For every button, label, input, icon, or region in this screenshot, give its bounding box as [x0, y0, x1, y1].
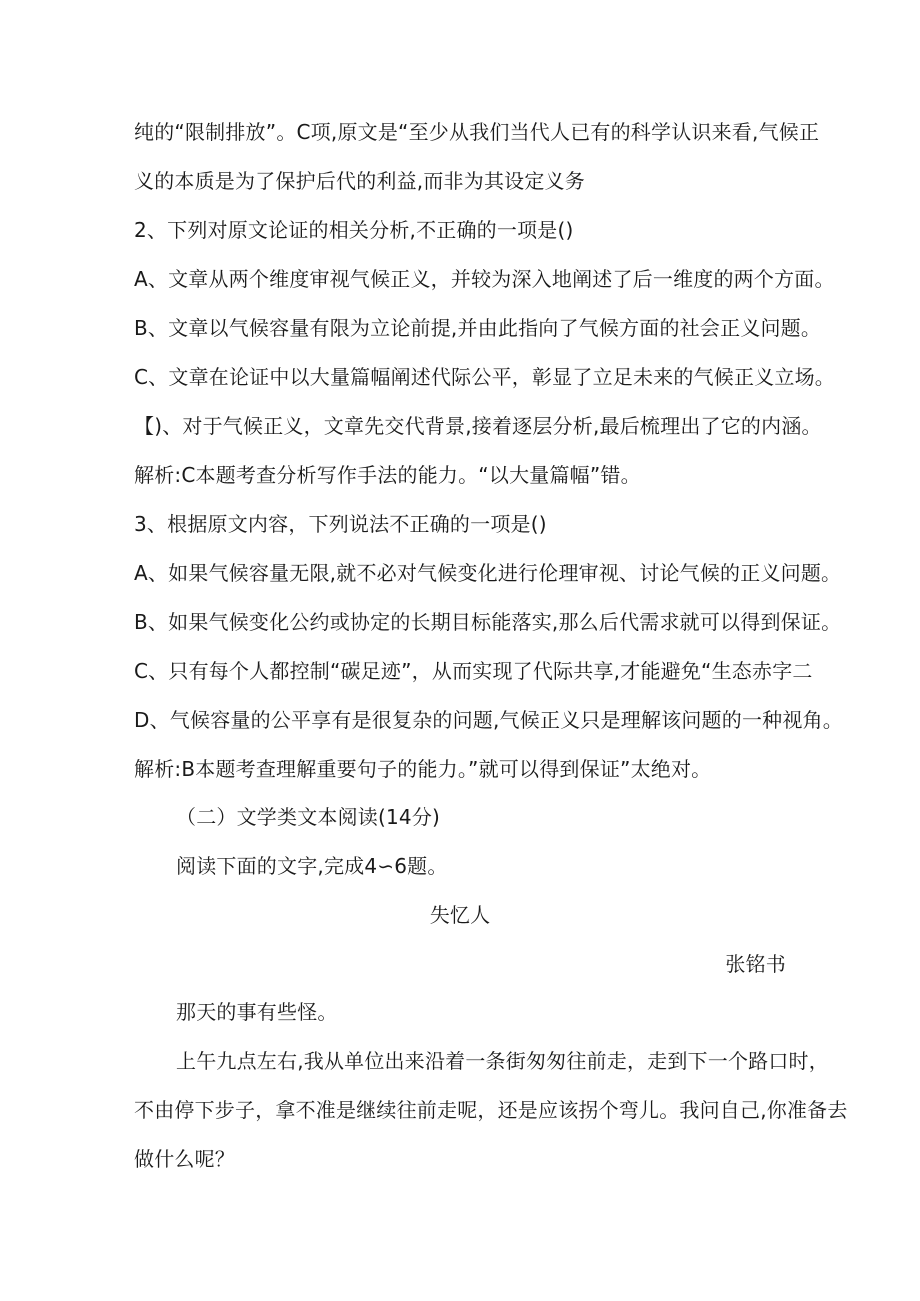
- option-b: B、文章以气候容量有限为立论前提,并由此指向了气候方面的社会正义问题。: [134, 316, 822, 340]
- option-c: C、只有每个人都控制“碳足迹”，从而实现了代际共享,才能避免“生态赤字二: [134, 659, 813, 683]
- story-paragraph: 上午九点左右,我从单位出来沿着一条街匆匆往前走，走到下一个路口时，: [176, 1049, 829, 1073]
- story-paragraph-continued: 不由停下步子，拿不准是继续往前走呢，还是应该拐个弯儿。我问自己,你准备去: [134, 1098, 848, 1122]
- story-paragraph: 那天的事有些怪。: [176, 1000, 338, 1024]
- section-heading: （二）文学类文本阅读(14分): [176, 805, 441, 829]
- question-heading: 3、根据原文内容，下列说法不正确的一项是(): [134, 512, 547, 536]
- analysis-line: 解析:C本题考查分析写作手法的能力。“以大量篇幅”错。: [134, 463, 641, 487]
- option-d: 【)、对于气候正义，文章先交代背景,接着逐层分析,最后梳理出了它的内涵。: [134, 414, 822, 438]
- option-b: B、如果气候变化公约或协定的长期目标能落实,那么后代需求就可以得到保证。: [134, 610, 842, 634]
- text-line: 义的本质是为了保护后代的利益,而非为其设定义务: [134, 169, 585, 193]
- option-a: A、如果气候容量无限,就不必对气候变化进行伦理审视、讨论气候的正义问题。: [134, 561, 842, 585]
- instruction-line: 阅读下面的文字,完成4∽6题。: [176, 854, 448, 878]
- story-author: 张铭书: [725, 952, 786, 976]
- story-paragraph-continued: 做什么呢？: [134, 1147, 235, 1171]
- option-a: A、文章从两个维度审视气候正义，并较为深入地阐述了后一维度的两个方面。: [134, 267, 835, 291]
- question-heading: 2、下列对原文论证的相关分析,不正确的一项是(): [134, 218, 574, 242]
- option-c: C、文章在论证中以大量篇幅阐述代际公平，彰显了立足未来的气候正义立场。: [134, 365, 835, 389]
- text-line: 纯的“限制排放”。C项,原文是“至少从我们当代人已有的科学认识来看,气候正: [134, 120, 820, 144]
- analysis-line: 解析:B本题考查理解重要句子的能力。”就可以得到保证”太绝对。: [134, 757, 712, 781]
- story-title: 失忆人: [429, 903, 491, 927]
- option-d: D、气候容量的公平享有是很复杂的问题,气候正义只是理解该问题的一种视角。: [134, 708, 843, 732]
